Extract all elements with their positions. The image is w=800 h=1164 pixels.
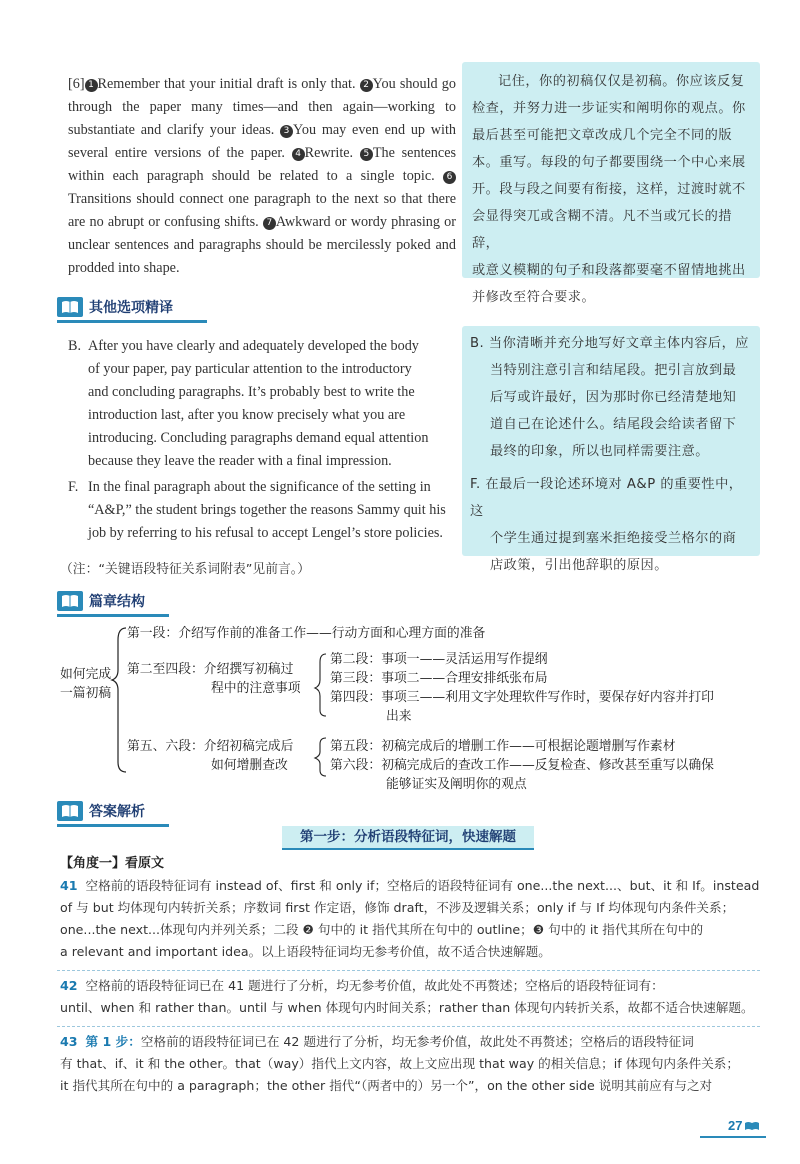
root-line: 一篇初稿: [60, 686, 112, 701]
divider: [57, 1026, 760, 1027]
option-b-english: [68, 335, 458, 545]
structure-p5: 第五段：初稿完成后的增删工作——可根据论题增删写作素材: [330, 739, 676, 754]
sentence-6: Transitions should connect one paragraph to the next so that there are no abrupt or confusing shifts.: [68, 191, 456, 230]
sub-brace-2-4: [315, 654, 326, 716]
sentence-7: Awkward or wordy phrasing or unclear sentences and paragraphs should be mercilessly poked and prodded into shape.: [68, 214, 456, 276]
sub-brace-5-6: [315, 738, 326, 776]
option-b-line: of your paper, pay particular attention to the introductory: [88, 361, 412, 377]
option-f-line: job by referring to his refusal to accept Lengel’s store policies.: [88, 525, 443, 541]
section-title: 答案解析: [89, 804, 145, 820]
book-icon: [57, 591, 83, 611]
sentence-marker-5: 5: [360, 148, 373, 161]
structure-p2-p4: [330, 650, 714, 726]
step-label: 第 1 步：: [85, 1034, 141, 1049]
translation-line: F. 在最后一段论述环境对 A&P 的重要性中，这: [470, 477, 743, 519]
question-number: 43: [60, 1034, 78, 1049]
translation-line: 当特别注意引言和结尾段。把引言放到最: [490, 363, 737, 378]
translation-line: 记住，你的初稿仅仅是初稿。你应该反复: [498, 74, 745, 89]
answer-41: [60, 875, 765, 963]
section-header-structure: [57, 590, 257, 618]
book-icon: [57, 801, 83, 821]
translation-line: 店政策，引出他辞职的原因。: [490, 558, 668, 573]
question-number: 42: [60, 978, 78, 993]
translation-line: 后写或许最好，因为那时你已经清楚地知: [490, 390, 737, 405]
page-number-underline: [700, 1136, 766, 1138]
root-line: 如何完成: [60, 667, 112, 682]
paragraph-6-english: [68, 73, 456, 280]
answer-line: 空格前的语段特征词已在 41 题进行了分析，均无参考价值，故此处不再赘述；空格后的语段特征词有：: [85, 978, 664, 993]
angle-label: 【角度一】看原文: [60, 856, 165, 871]
structure-last-label: [127, 737, 293, 775]
sentence-3: You may even end up with several entire versions of the paper.: [68, 122, 456, 161]
option-b-label: B.: [68, 338, 82, 354]
translation-line: 检查，并努力进一步证实和阐明你的观点。你: [472, 101, 746, 116]
answer-line: a relevant and important idea。以上语段特征词均无参考价值，故不适合快速解题。: [60, 944, 551, 959]
translation-line: 或意义模糊的句子和段落都要毫不留情地挑出: [472, 263, 746, 278]
last-label-line: 第五、六段：介绍初稿完成后: [127, 739, 294, 754]
option-b-line: and concluding paragraphs. It’s probably best to write the: [88, 384, 415, 400]
sentence-marker-7: 7: [263, 217, 276, 230]
mid-label-line: 第二至四段：介绍撰写初稿过: [127, 662, 294, 677]
answer-line: of 与 but 均体现句内转折关系；序数词 first 作定语，修饰 draft，不涉及逻辑关系；only if 与 If 均体现句内条件关系；: [60, 900, 735, 915]
structure-p3: 第三段：事项二——合理安排纸张布局: [330, 671, 548, 686]
translation-line: 本。重写。每段的句子都要围绕一个中心来展: [472, 155, 746, 170]
option-b-line: because they leave the reader with a final impression.: [88, 453, 392, 469]
translation-line: 最后甚至可能把文章改成几个完全不同的版: [472, 128, 733, 143]
answer-line: 有 that、if、it 和 the other。that（way）指代上文内容，故上文应出现 that way 的相关信息；if 体现句内条件关系；: [60, 1056, 739, 1071]
structure-mid-label: [127, 660, 301, 698]
main-brace: [112, 628, 126, 772]
book-icon: [744, 1121, 760, 1131]
section-header-answers: [57, 800, 257, 828]
note: （注：“关键语段特征关系词附表”见前言。）: [60, 562, 310, 577]
page-number-block: [728, 1118, 760, 1133]
sentence-marker-1: 1: [85, 79, 98, 92]
option-f-line: “A&P,” the student brings together the reasons Sammy quit his: [88, 502, 446, 518]
structure-p4b: 出来: [386, 709, 412, 724]
sentence-4: Rewrite.: [304, 145, 354, 161]
translation-line: 会显得突兀或含糊不清。凡不当或冗长的措辞，: [472, 209, 733, 251]
translation-line: 开。段与段之间要有衔接，这样，过渡时就不: [472, 182, 746, 197]
translation-box-6: [462, 62, 760, 305]
option-f-label: F.: [68, 479, 79, 495]
structure-p6b: 能够证实及阐明你的观点: [386, 777, 527, 792]
sentence-5: The sentences within each paragraph should be related to a single topic.: [68, 145, 457, 184]
mid-label-line: 程中的注意事项: [211, 681, 301, 696]
translation-line: B. 当你清晰并充分地写好文章主体内容后，应: [470, 336, 749, 351]
sentence-marker-4: 4: [292, 148, 305, 161]
answer-line: until、when 和 rather than。until 与 when 体现句内时间关系；rather than 体现句内转折关系，故都不适合快速解题。: [60, 1000, 754, 1015]
page-number: 27: [728, 1118, 743, 1133]
structure-p6: 第六段：初稿完成后的查改工作——反复检查、修改甚至重写以确保: [330, 758, 714, 773]
step-banner-text: 第一步：分析语段特征词，快速解题: [300, 829, 516, 845]
answer-line: 空格前的语段特征词已在 42 题进行了分析，均无参考价值，故此处不再赘述；空格后的语段特征词: [140, 1034, 694, 1049]
sentence-1: Remember that your initial draft is only that.: [97, 76, 356, 92]
sentence-marker-2: 2: [360, 79, 373, 92]
option-f-line: In the final paragraph about the significance of the setting in: [88, 479, 431, 495]
translation-box-options: [462, 326, 760, 573]
book-icon: [57, 297, 83, 317]
translation-line: 道自己在论述什么。结尾段会给读者留下: [490, 417, 737, 432]
section-title: 篇章结构: [89, 594, 145, 610]
answer-line: it 指代其所在句中的 a paragraph；the other 指代“（两者中的）另一个”，on the other side 说明其前应有与之对: [60, 1078, 713, 1093]
translation-line: 最终的印象，所以也同样需要注意。: [490, 444, 709, 459]
last-label-line: 如何增删查改: [211, 758, 288, 773]
structure-p5-p6: [330, 737, 714, 794]
structure-p2: 第二段：事项一——灵活运用写作提纲: [330, 652, 548, 667]
sentence-2: You should go through the paper many times—and then again—working to substantiate and clarify your ideas.: [68, 76, 456, 138]
option-b-line: introducing. Concluding paragraphs demand equal attention: [88, 430, 429, 446]
section-header-other-options: [57, 296, 287, 324]
paragraph-number: [6]: [68, 76, 85, 92]
answer-42: [60, 975, 765, 1019]
divider: [57, 970, 760, 971]
section-title: 其他选项精译: [89, 300, 173, 316]
step-banner: [282, 826, 534, 850]
option-b-line: introduction last, after you know precisely what you are: [88, 407, 406, 423]
structure-p4: 第四段：事项三——利用文字处理软件写作时，要保存好内容并打印: [330, 690, 714, 705]
sentence-marker-3: 3: [280, 125, 293, 138]
answer-43: [60, 1031, 765, 1097]
structure-root: [60, 665, 111, 703]
option-b-line: After you have clearly and adequately developed the body: [88, 338, 419, 354]
structure-para1: 第一段：介绍写作前的准备工作——行动方面和心理方面的准备: [127, 626, 486, 641]
answer-line: one...the next...体现句内并列关系；二段 ❷ 句中的 it 指代其所在句中的 outline；❸ 句中的 it 指代其所在句中的: [60, 922, 704, 937]
translation-line: 并修改至符合要求。: [472, 290, 596, 305]
sentence-marker-6: 6: [443, 171, 456, 184]
answer-line: 空格前的语段特征词有 instead of、first 和 only if；空格后的语段特征词有 one...the next...、but、it 和 If。instead: [85, 878, 760, 893]
question-number: 41: [60, 878, 78, 893]
translation-line: 个学生通过提到塞米拒绝接受兰格尔的商: [490, 531, 737, 546]
